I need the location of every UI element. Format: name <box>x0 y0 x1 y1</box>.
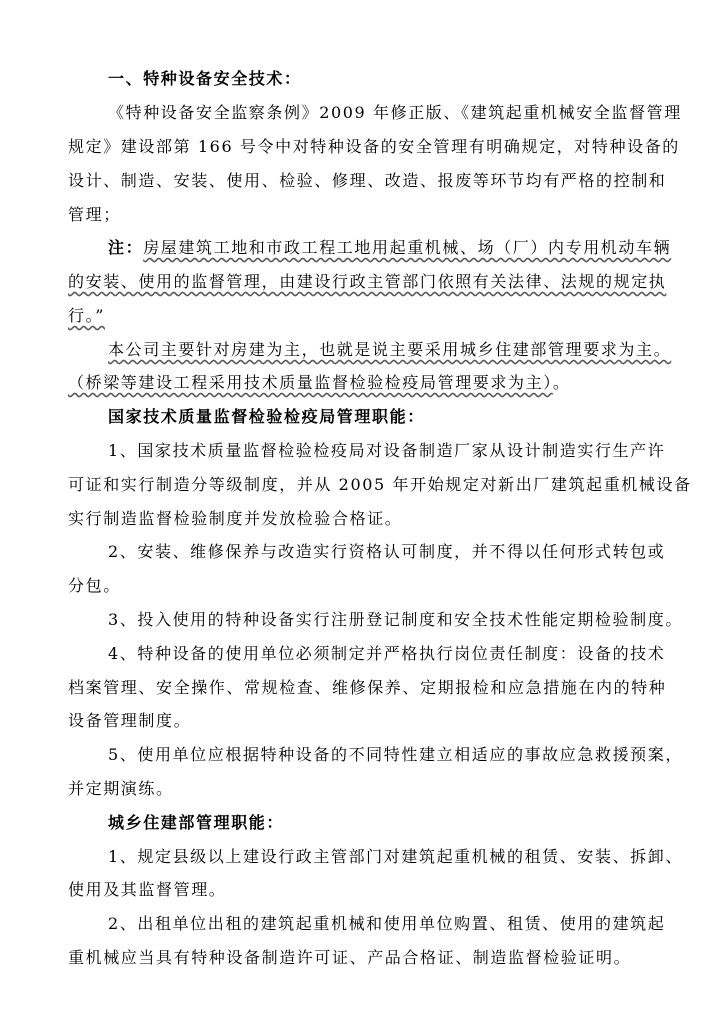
note-line <box>68 271 667 293</box>
list-item-line: 实行制造监督检验制度并发放检验合格证。 <box>68 509 403 528</box>
section-heading-housing-ministry: 城乡住建部管理职能： <box>108 813 285 832</box>
section-heading-quality-bureau: 国家技术质量监督检验检疫局管理职能： <box>108 407 425 426</box>
list-item-line: 1、国家技术质量监督检验检疫局对设备制造厂家从设计制造实行生产许 <box>108 441 666 460</box>
list-item-line: 5、使用单位应根据特种设备的不同特性建立相适应的事故应急救援预案， <box>108 745 683 764</box>
list-item-line: 3、投入使用的特种设备实行注册登记制度和安全技术性能定期检验制度。 <box>108 610 683 629</box>
note-label: 注： <box>108 238 144 257</box>
note-text: 行。” <box>68 306 105 325</box>
list-item-line: 1、规定县级以上建设行政主管部门对建筑起重机械的租赁、安装、拆卸、 <box>108 847 683 866</box>
list-item-line: 并定期演练。 <box>68 779 174 798</box>
paragraph-line: 规定》建设部第 166 号令中对特种设备的安全管理有明确规定，对特种设备的 <box>68 137 680 156</box>
company-line <box>108 339 672 361</box>
list-item-line: 使用及其监督管理。 <box>68 880 227 899</box>
list-item-line: 可证和实行制造分等级制度，并从 2005 年开始规定对新出厂建筑起重机械设备 <box>68 475 692 494</box>
list-item-line: 4、特种设备的使用单位必须制定并严格执行岗位责任制度：设备的技术 <box>108 644 666 663</box>
list-item-line: 2、安装、维修保养与改造实行资格认可制度，并不得以任何形式转包或 <box>108 542 666 561</box>
paragraph-line: 设计、制造、安装、使用、检验、修理、改造、报废等环节均有严格的控制和 <box>68 171 667 190</box>
list-item-line: 2、出租单位出租的建筑起重机械和使用单位购置、租赁、使用的建筑起 <box>108 914 666 933</box>
list-item-line: 档案管理、安全操作、常规检查、维修保养、定期报检和应急措施在内的特种 <box>68 678 667 697</box>
company-text-end: 。 <box>552 373 571 392</box>
note-line <box>68 305 660 327</box>
list-item-line: 重机械应当具有特种设备制造许可证、产品合格证、制造监督检验证明。 <box>68 948 632 967</box>
note-line <box>108 237 672 259</box>
list-item-line: 设备管理制度。 <box>68 711 192 730</box>
paragraph-line: 管理； <box>68 205 121 224</box>
list-item-line: 分包。 <box>68 576 121 595</box>
paragraph-line: 《特种设备安全监察条例》2009 年修正版、《建筑起重机械安全监督管理 <box>108 103 682 122</box>
note-text: 房屋建筑工地和市政工程工地用起重机械、场（厂）内专用机动车辆 <box>143 238 672 257</box>
section-heading-special-equipment: 一、特种设备安全技术： <box>108 69 302 88</box>
company-text: 本公司主要针对房建为主，也就是说主要采用城乡住建部管理要求为主。 <box>108 340 672 359</box>
company-text: （桥梁等建设工程采用技术质量监督检验检疫局管理要求为主） <box>68 373 553 392</box>
company-line <box>68 372 660 394</box>
note-text: 的安装、使用的监督管理，由建设行政主管部门依照有关法律、法规的规定执 <box>68 272 667 291</box>
